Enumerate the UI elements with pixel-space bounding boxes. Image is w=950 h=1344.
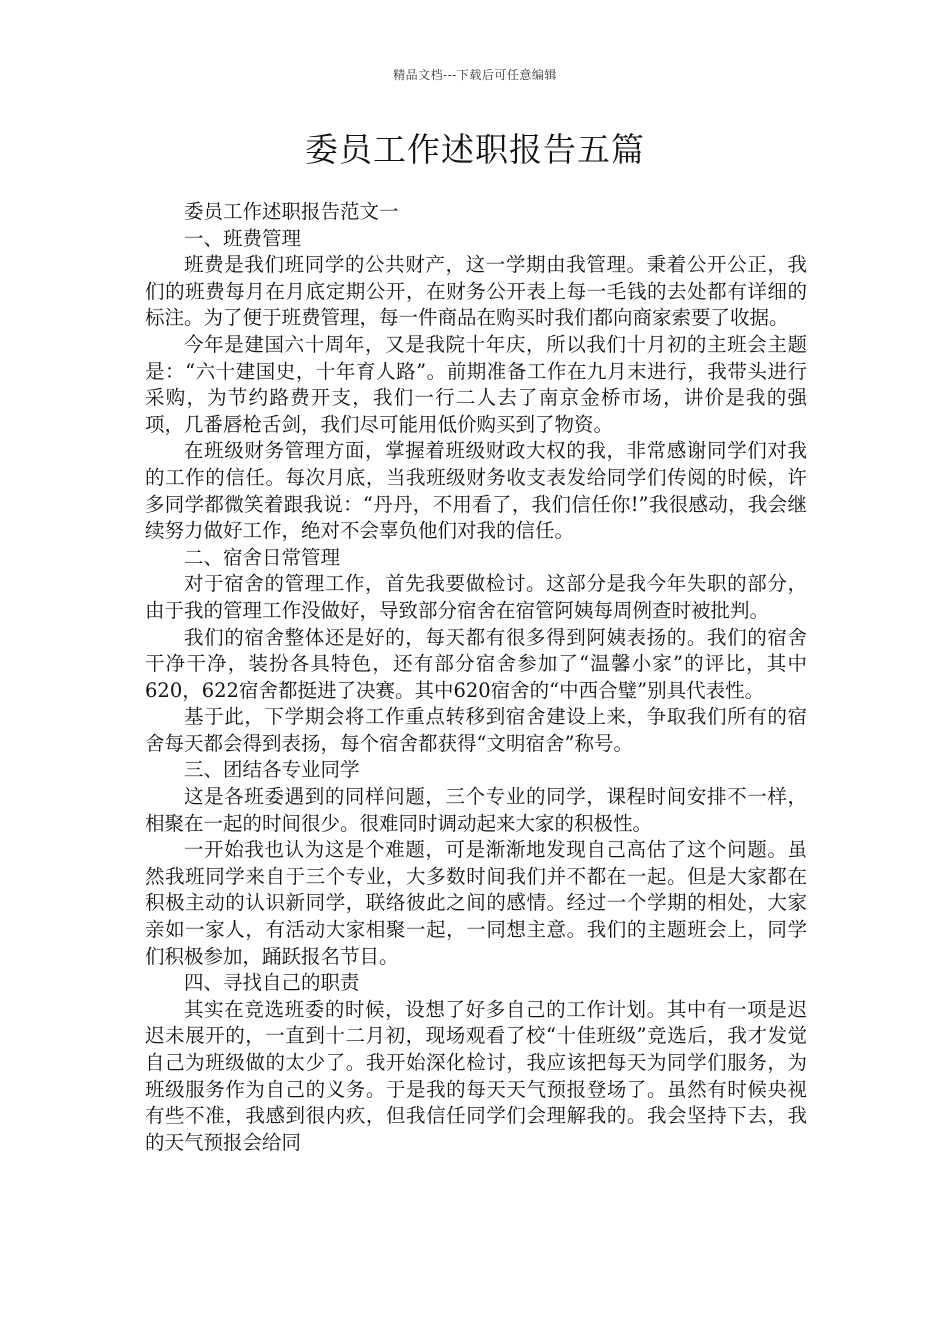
section-heading: 三、团结各专业同学 [184, 758, 360, 782]
section-heading: 一、班费管理 [184, 226, 302, 250]
section-heading: 委员工作述职报告范文一 [184, 200, 399, 223]
body-paragraph: 对于宿舍的管理工作，首先我要做检讨。这部分是我今年失职的部分，由于我的管理工作没做好，导致部分宿舍在宿管阿姨每周例查时被批判。 [145, 572, 807, 622]
body-paragraph: 这是各班委遇到的同样问题，三个专业的同学，课程时间安排不一样，相聚在一起的时间很少。很难同时调动起来大家的积极性。 [145, 785, 807, 835]
section-heading: 四、寻找自己的职责 [184, 971, 360, 995]
body-paragraph: 班费是我们班同学的公共财产，这一学期由我管理。秉着公开公正，我们的班费每月在月底定期公开，在财务公开表上每一毛钱的去处都有详细的标注。为了便于班费管理，每一件商品在购买时我们都向商家索要了收据。 [145, 253, 807, 330]
document-header-note: 精品文档---下载后可任意编辑 [393, 68, 557, 82]
body-paragraph: 在班级财务管理方面，掌握着班级财政大权的我，非常感谢同学们对我的工作的信任。每次月底，当我班级财务收支表发给同学们传阅的时候，许多同学都微笑着跟我说：“丹丹，不用看了，我们信任你!”我很感动，我会继续努力做好工作，绝对不会辜负他们对我的信任。 [145, 439, 807, 543]
section-heading: 二、宿舍日常管理 [184, 545, 341, 569]
body-paragraph: 今年是建国六十周年，又是我院十年庆，所以我们十月初的主班会主题是：“六十建国史，十年育人路”。前期准备工作在九月末进行，我带头进行采购，为节约路费开支，我们一行二人去了南京金桥市场，讲价是我的强项，几番唇枪舌剑，我们尽可能用低价购买到了物资。 [145, 332, 807, 436]
body-paragraph: 基于此，下学期会将工作重点转移到宿舍建设上来，争取我们所有的宿舍每天都会得到表扬，每个宿舍都获得“文明宿舍”称号。 [145, 705, 807, 755]
document-title: 委员工作述职报告五篇 [305, 130, 645, 169]
body-paragraph: 我们的宿舍整体还是好的，每天都有很多得到阿姨表扬的。我们的宿舍干净干净，装扮各具特色，还有部分宿舍参加了“温馨小家”的评比，其中620，622宿舍都挺进了决赛。其中620宿舍的“中西合璧”别具代表性。 [145, 625, 807, 702]
document-body [145, 199, 807, 1156]
body-paragraph: 一开始我也认为这是个难题，可是渐渐地发现自己高估了这个问题。虽然我班同学来自于三个专业，大多数时间我们并不都在一起。但是大家都在积极主动的认识新同学，联络彼此之间的感情。经过一个学期的相处，大家亲如一家人，有活动大家相聚一起，一同想主意。我们的主题班会上，同学们积极参加，踊跃报名节目。 [145, 838, 807, 968]
body-paragraph: 其实在竞选班委的时候，设想了好多自己的工作计划。其中有一项是迟迟未展开的，一直到十二月初，现场观看了校“十佳班级”竞选后，我才发觉自己为班级做的太少了。我开始深化检讨，我应该把每天为同学们服务，为班级服务作为自己的义务。于是我的每天天气预报登场了。虽然有时候央视有些不准，我感到很内疚，但我信任同学们会理解我的。我会坚持下去，我的天气预报会给同 [145, 997, 807, 1154]
